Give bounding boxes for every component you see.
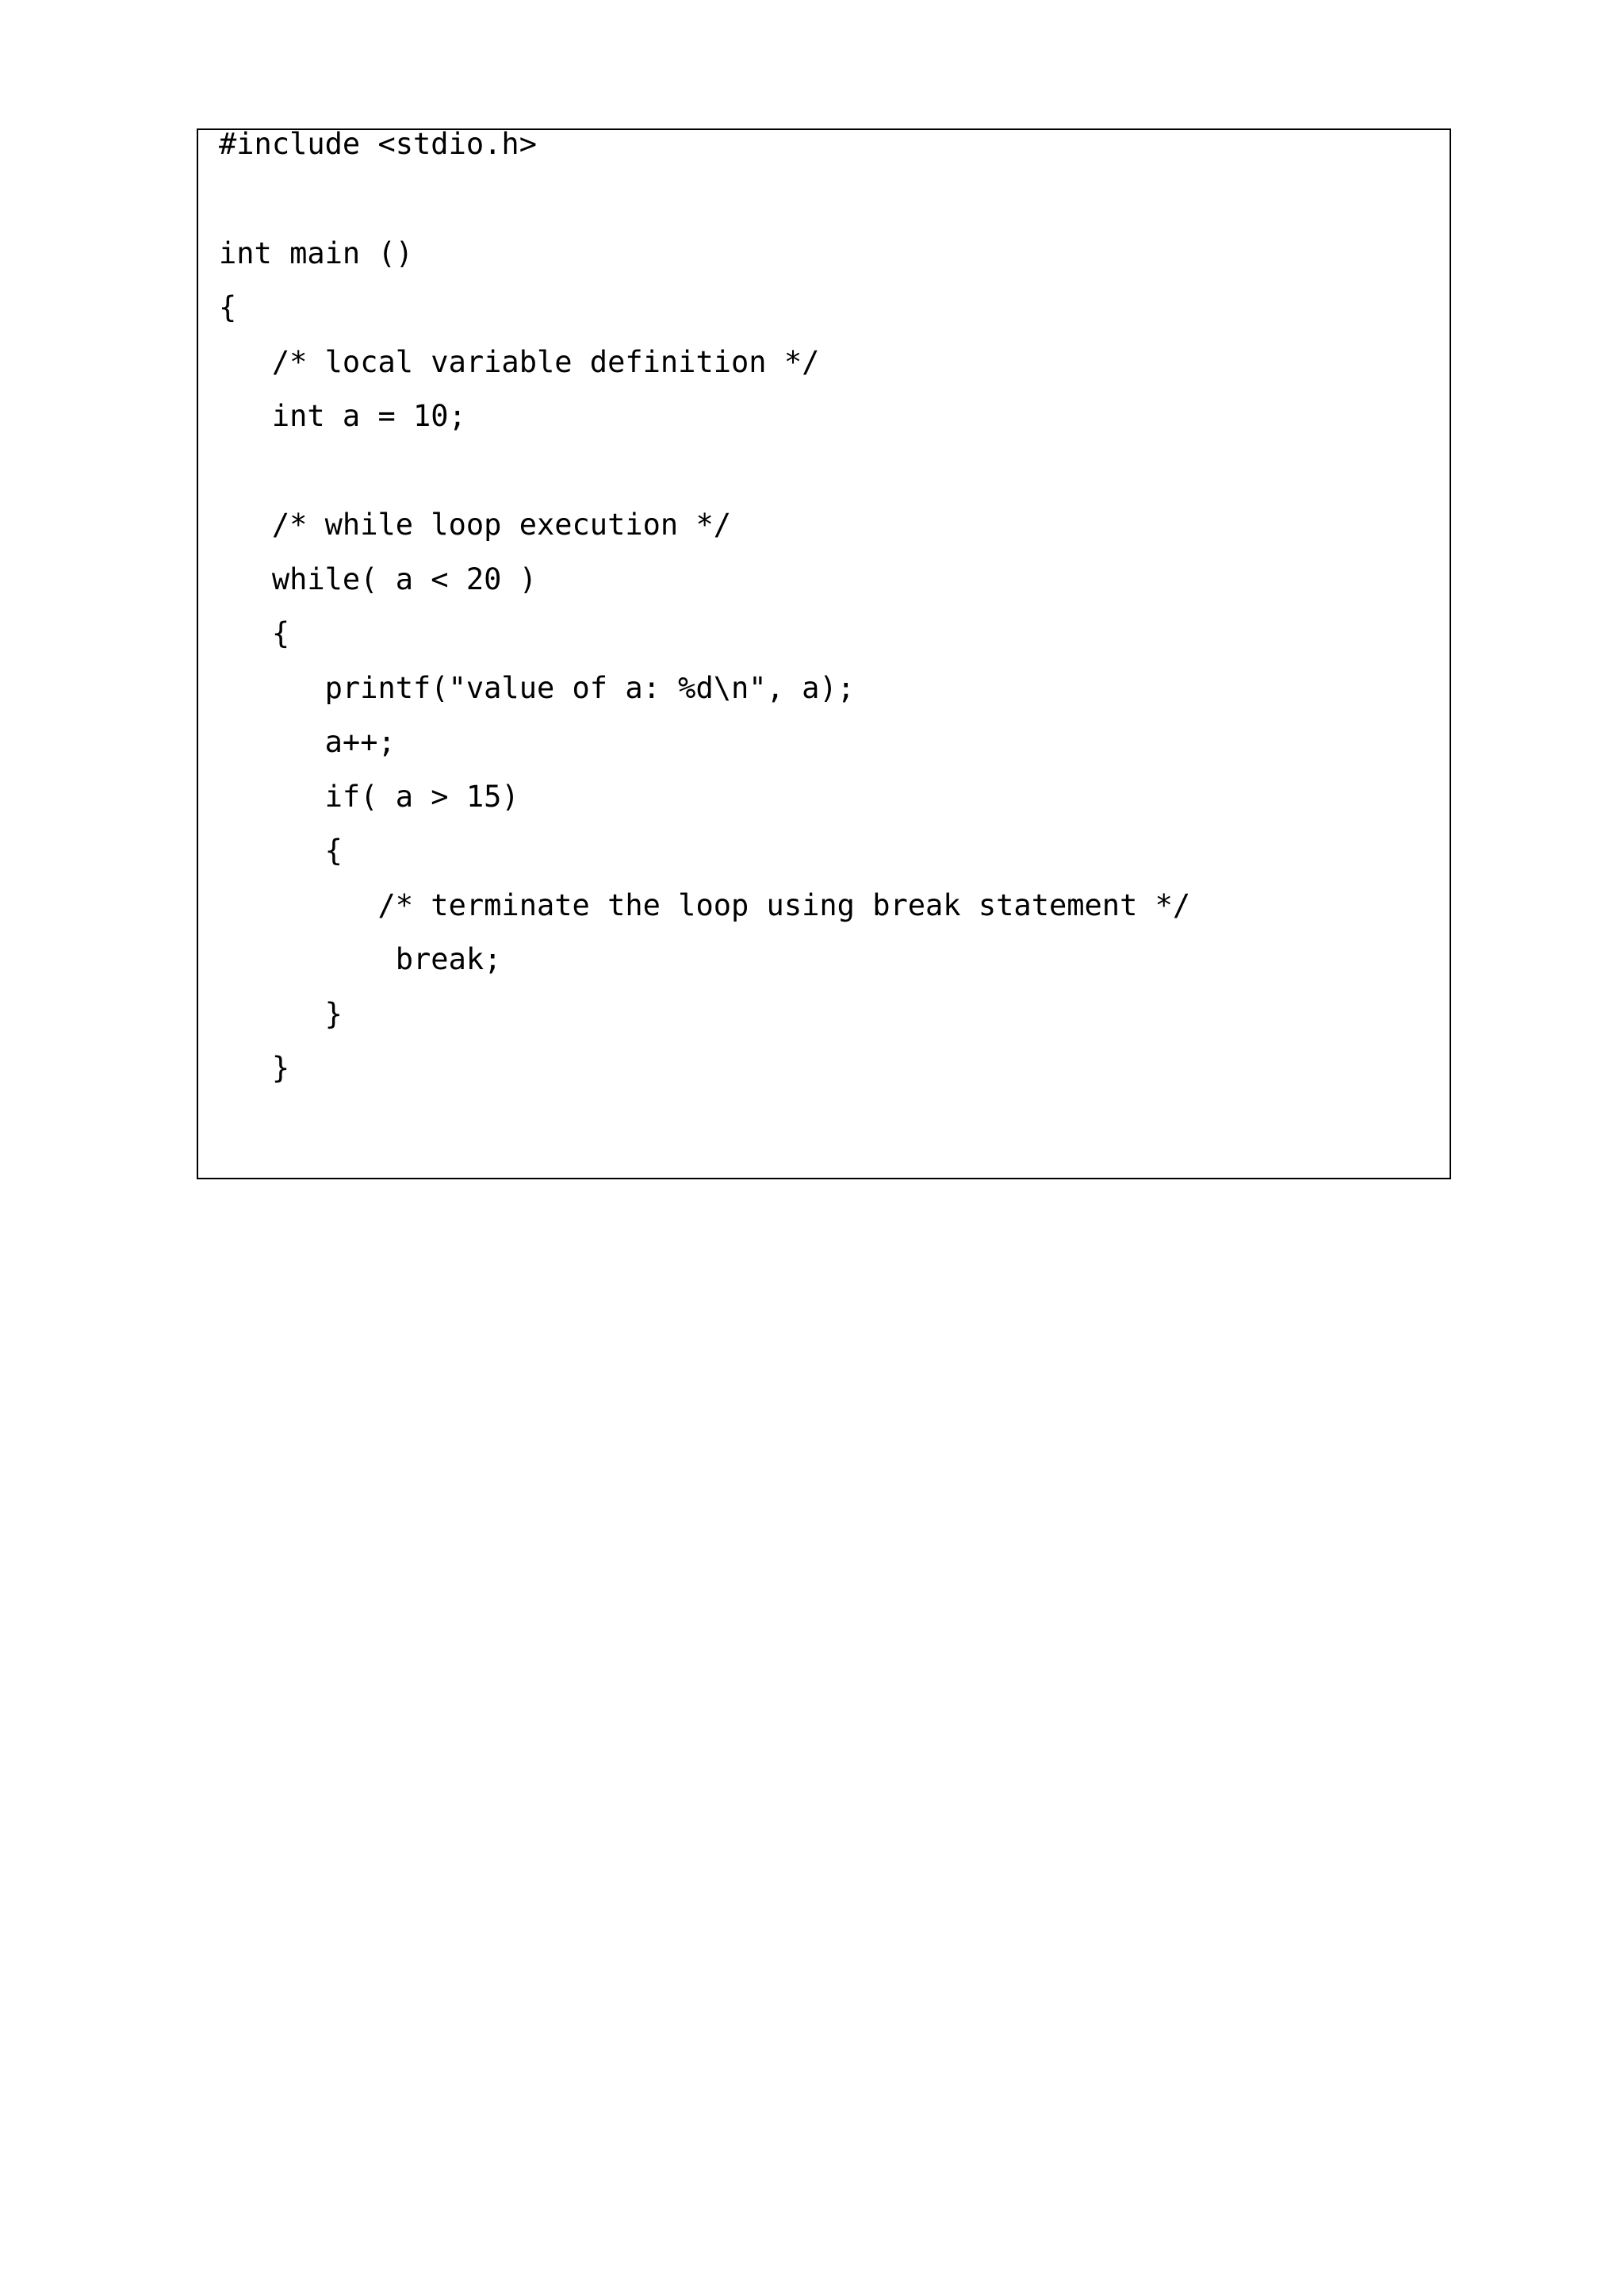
code-line: int a = 10;: [219, 399, 466, 433]
code-line: /* local variable definition */: [219, 345, 820, 379]
code-line: /* terminate the loop using break statement */: [219, 888, 1191, 922]
code-line: while( a < 20 ): [219, 562, 537, 596]
code-line: {: [219, 290, 237, 324]
code-line: {: [219, 616, 290, 650]
code-line: /* while loop execution */: [219, 508, 732, 542]
code-line: {: [219, 834, 343, 868]
code-line: #include <stdio.h>: [219, 127, 537, 161]
code-line: printf("value of a: %d\n", a);: [219, 671, 855, 705]
code-line: int main (): [219, 236, 414, 270]
code-line: break;: [219, 942, 502, 976]
code-line: }: [219, 997, 343, 1031]
code-block: [197, 128, 1451, 1179]
code-line: a++;: [219, 725, 396, 759]
code-line: if( a > 15): [219, 780, 519, 814]
code-line: }: [219, 1051, 290, 1085]
